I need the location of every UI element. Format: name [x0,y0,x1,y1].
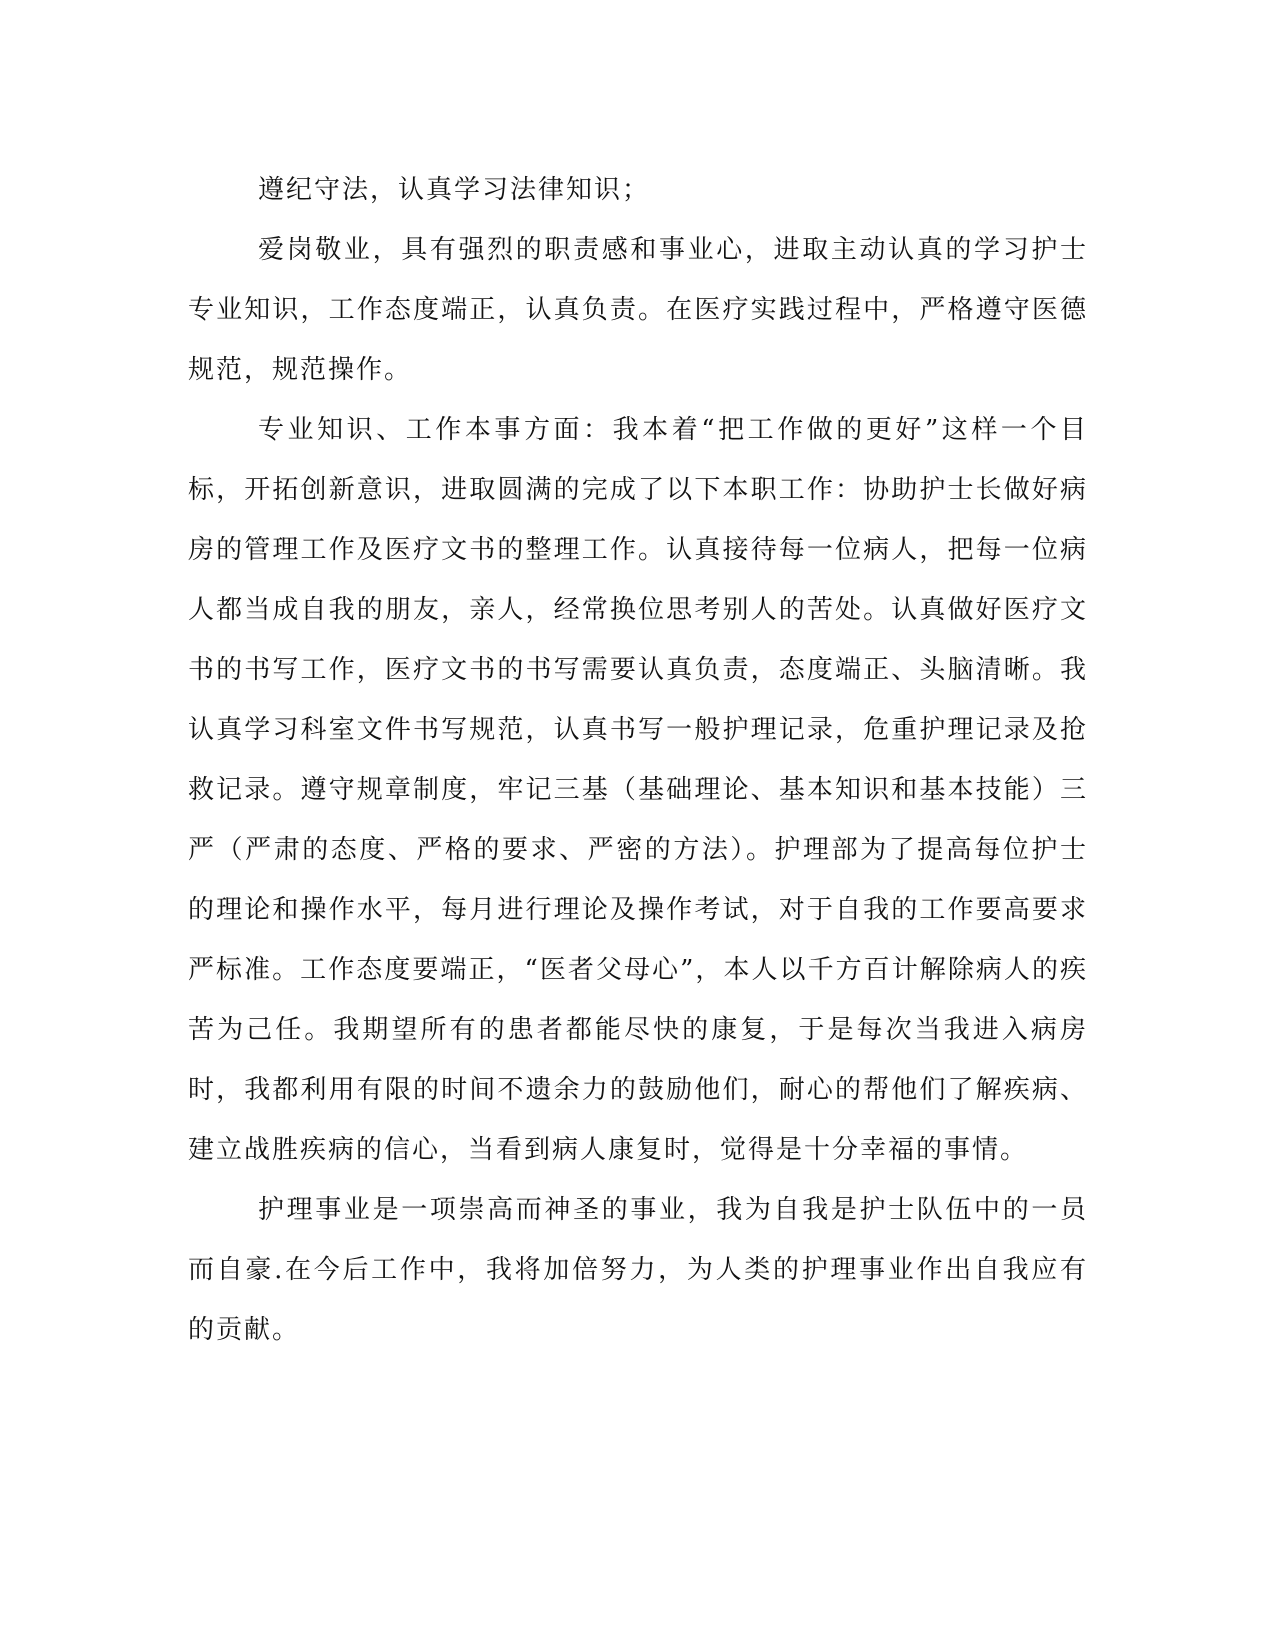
paragraph-law: 遵纪守法，认真学习法律知识； [258,175,651,205]
paragraph-conclusion: 护理事业是一项崇高而神圣的事业，我为自我是护士队伍中的一员而自豪.在今后工作中，我将加倍努力，为人类的护理事业作出自我应有的贡献。 [188,1195,1088,1345]
paragraph-professional-skills: 专业知识、工作本事方面：我本着“把工作做的更好”这样一个目标，开拓创新意识，进取圆满的完成了以下本职工作：协助护士长做好病房的管理工作及医疗文书的整理工作。认真接待每一位病人，把每一位病人都当成自我的朋友，亲人，经常换位思考别人的苦处。认真做好医疗文书的书写工作，医疗文书的书写需要认真负责，态度端正、头脑清晰。我认真学习科室文件书写规范，认真书写一般护理记录，危重护理记录及抢救记录。遵守规章制度，牢记三基（基础理论、基本知识和基本技能）三严（严肃的态度、严格的要求、严密的方法）。护理部为了提高每位护士的理论和操作水平，每月进行理论及操作考试，对于自我的工作要高要求严标准。工作态度要端正，“医者父母心”，本人以千方百计解除病人的疾苦为己任。我期望所有的患者都能尽快的康复，于是每次当我进入病房时，我都利用有限的时间不遗余力的鼓励他们，耐心的帮他们了解疾病、建立战胜疾病的信心，当看到病人康复时，觉得是十分幸福的事情。 [188,415,1088,1165]
document-body [188,160,1088,1360]
paragraph-dedication: 爱岗敬业，具有强烈的职责感和事业心，进取主动认真的学习护士专业知识，工作态度端正，认真负责。在医疗实践过程中，严格遵守医德规范，规范操作。 [188,235,1088,385]
